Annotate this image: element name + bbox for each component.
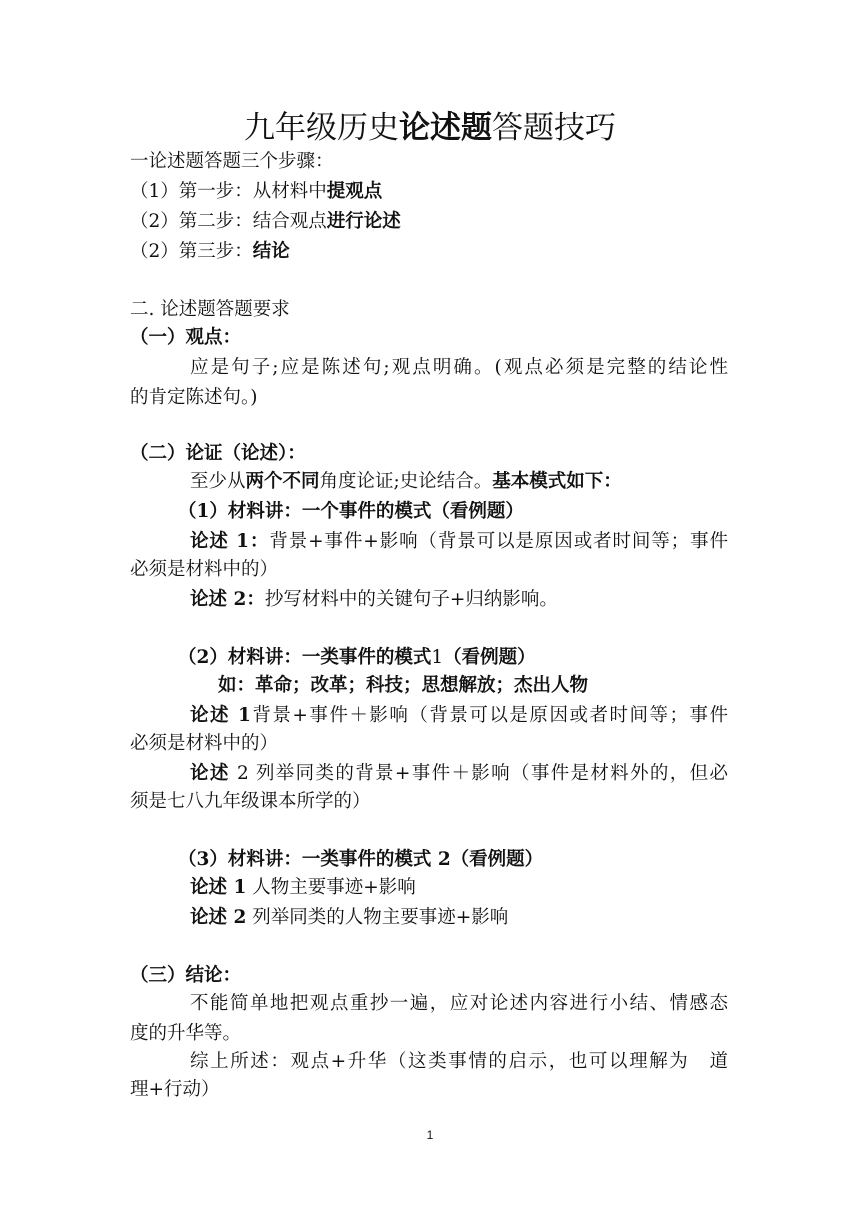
mode-2-argument-1: 论述 1背景+事件＋影响（背景可以是原因或者时间等；事件 [190,705,728,726]
step-1: （1）第一步：从材料中提观点 [130,181,383,202]
section-2-heading: 二. 论述题答题要求 [130,299,290,320]
conclusion-text: 不能简单地把观点重抄一遍，应对论述内容进行小结、情感态 [190,993,728,1014]
step-2: （2）第二步：结合观点进行论述 [130,211,401,232]
mode-2-argument-2: 论述 2 列举同类的背景+事件＋影响（事件是材料外的，但必 [190,763,728,784]
mode-2-argument-2-cont: 须是七八九年级课本所学的） [130,791,371,812]
section-1-heading: 一论述题答题三个步骤： [130,151,334,172]
document-title: 九年级历史论述题答题技巧 [244,110,616,146]
page-number: 1 [426,1128,434,1142]
conclusion-summary-cont: 理+行动） [130,1079,220,1100]
mode-1-argument-2: 论述 2：抄写材料中的关键句子+归纳影响。 [190,589,558,610]
mode-1-argument-1: 论述 1：背景+事件+影响（背景可以是原因或者时间等；事件 [190,531,728,552]
viewpoint-heading: （一）观点： [130,327,242,348]
conclusion-heading: （三）结论： [130,965,242,986]
mode-3-heading: （3）材料讲：一类事件的模式 2（看例题） [178,849,544,870]
mode-1-argument-1-cont: 必须是材料中的） [130,559,279,580]
conclusion-summary: 综上所述：观点+升华（这类事情的启示，也可以理解为 道 [190,1051,728,1072]
viewpoint-text-cont: 的肯定陈述句。) [130,387,258,408]
mode-3-argument-2: 论述 2 列举同类的人物主要事迹+影响 [190,907,509,928]
mode-2-examples: 如：革命；改革；科技；思想解放；杰出人物 [218,675,589,696]
mode-1-heading: （1）材料讲：一个事件的模式（看例题） [178,501,524,522]
mode-2-argument-1-cont: 必须是材料中的） [130,733,279,754]
conclusion-text-cont: 度的升华等。 [130,1023,242,1044]
mode-3-argument-1: 论述 1 人物主要事迹+影响 [190,877,416,898]
mode-2-heading: （2）材料讲：一类事件的模式1（看例题） [178,647,536,668]
step-3: （2）第三步：结论 [130,241,290,262]
argument-heading: （二）论证（论述）： [130,443,306,464]
viewpoint-text: 应是句子;应是陈述句;观点明确。(观点必须是完整的结论性 [190,357,728,378]
argument-intro: 至少从两个不同角度论证;史论结合。基本模式如下： [190,471,622,492]
